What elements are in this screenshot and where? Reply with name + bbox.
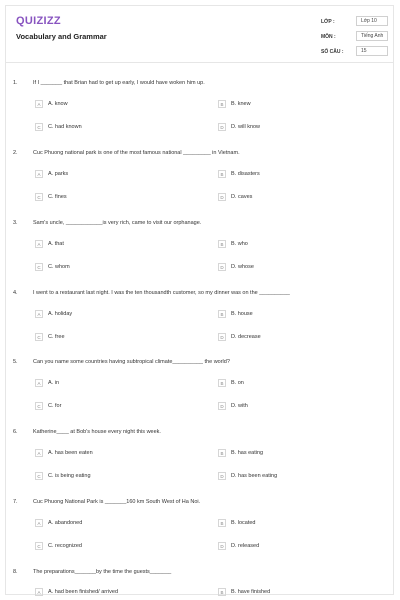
option-letter-box: B	[218, 588, 226, 596]
question-text: If I _______ that Brian had to get up early, I would have woken him up.	[33, 80, 205, 86]
option-letter-box: C	[35, 263, 43, 271]
option-text: B. knew	[231, 101, 251, 107]
option-text: A. in	[48, 380, 60, 386]
option-letter-box: D	[218, 472, 226, 480]
option-letter-box: B	[218, 519, 226, 527]
question-count-label: SỐ CÂU :	[321, 49, 344, 55]
question-count-value: 15	[356, 46, 388, 56]
question-number: 6.	[13, 429, 18, 435]
option-letter-box: B	[218, 100, 226, 108]
question-item	[0, 359, 400, 429]
option-text: A. know	[48, 101, 68, 107]
option-letter-box: C	[35, 542, 43, 550]
option-text: C. free	[48, 334, 65, 340]
option-letter-box: C	[35, 402, 43, 410]
question-item	[0, 80, 400, 150]
question-number: 2.	[13, 150, 18, 156]
option-letter-box: D	[218, 123, 226, 131]
question-number: 8.	[13, 569, 18, 575]
option-letter-box: A	[35, 588, 43, 596]
option-letter-box: A	[35, 310, 43, 318]
option-text: B. on	[231, 380, 244, 386]
option-text: C. is being eating	[48, 473, 91, 479]
option-text: C. whom	[48, 264, 70, 270]
question-item	[0, 429, 400, 499]
subject-value: Tiếng Anh	[356, 31, 388, 41]
option-letter-box: A	[35, 240, 43, 248]
option-text: B. disasters	[231, 171, 260, 177]
option-text: C. for	[48, 403, 62, 409]
class-label: LỚP :	[321, 19, 335, 25]
option-letter-box: D	[218, 193, 226, 201]
option-text: C. had known	[48, 124, 82, 130]
option-text: A. that	[48, 241, 64, 247]
question-text: The preparations_______by the time the guests_______	[33, 569, 172, 575]
option-letter-box: D	[218, 333, 226, 341]
option-text: D. has been eating	[231, 473, 278, 479]
option-text: A. abandoned	[48, 520, 83, 526]
option-text: A. had been finished/ arrived	[48, 589, 119, 595]
option-letter-box: C	[35, 472, 43, 480]
question-text: Cuc Phuong National Park is _______160 km South West of Ha Noi.	[33, 499, 201, 505]
question-item	[0, 569, 400, 597]
option-text: D. with	[231, 403, 248, 409]
question-number: 4.	[13, 290, 18, 296]
subject-label: MÔN :	[321, 34, 336, 40]
option-letter-box: B	[218, 240, 226, 248]
question-item	[0, 220, 400, 290]
option-text: D. caves	[231, 194, 253, 200]
option-letter-box: C	[35, 333, 43, 341]
option-text: D. will know	[231, 124, 261, 130]
option-letter-box: A	[35, 379, 43, 387]
option-text: B. house	[231, 311, 253, 317]
option-text: D. released	[231, 543, 260, 549]
option-text: C. fines	[48, 194, 67, 200]
quizizz-logo[interactable]: QUIZIZZ	[16, 15, 61, 27]
option-letter-box: A	[35, 100, 43, 108]
question-text: I went to a restaurant last night. I was the ten thousandth customer, so my dinner was on the __________	[33, 290, 290, 296]
question-number: 3.	[13, 220, 18, 226]
option-letter-box: D	[218, 542, 226, 550]
option-letter-box: D	[218, 263, 226, 271]
question-item	[0, 499, 400, 569]
class-value: Lớp 10	[356, 16, 388, 26]
worksheet-title: Vocabulary and Grammar	[16, 32, 107, 41]
option-letter-box: B	[218, 310, 226, 318]
option-letter-box: A	[35, 170, 43, 178]
option-letter-box: C	[35, 123, 43, 131]
option-text: A. has been eaten	[48, 450, 93, 456]
option-letter-box: A	[35, 519, 43, 527]
option-text: B. have finished	[231, 589, 271, 595]
question-text: Cuc Phuong national park is one of the most famous national _________ in Vietnam.	[33, 150, 240, 156]
option-text: B. has eating	[231, 450, 264, 456]
option-text: C. recognized	[48, 543, 82, 549]
question-item	[0, 290, 400, 360]
worksheet-header	[5, 5, 394, 63]
option-text: B. who	[231, 241, 248, 247]
question-number: 5.	[13, 359, 18, 365]
option-letter-box: B	[218, 170, 226, 178]
option-text: A. parks	[48, 171, 69, 177]
option-letter-box: B	[218, 449, 226, 457]
question-text: Sam's uncle, ____________is very rich, came to visit our orphanage.	[33, 220, 202, 226]
option-letter-box: A	[35, 449, 43, 457]
option-text: A. holiday	[48, 311, 73, 317]
option-text: D. decrease	[231, 334, 261, 340]
question-number: 7.	[13, 499, 18, 505]
option-text: B. located	[231, 520, 256, 526]
option-letter-box: C	[35, 193, 43, 201]
option-text: D. whose	[231, 264, 254, 270]
question-number: 1.	[13, 80, 18, 86]
option-letter-box: B	[218, 379, 226, 387]
question-item	[0, 150, 400, 220]
question-text: Katherine____ at Bob's house every night this week.	[33, 429, 161, 435]
option-letter-box: D	[218, 402, 226, 410]
question-text: Can you name some countries having subtropical climate__________ the world?	[33, 359, 230, 365]
